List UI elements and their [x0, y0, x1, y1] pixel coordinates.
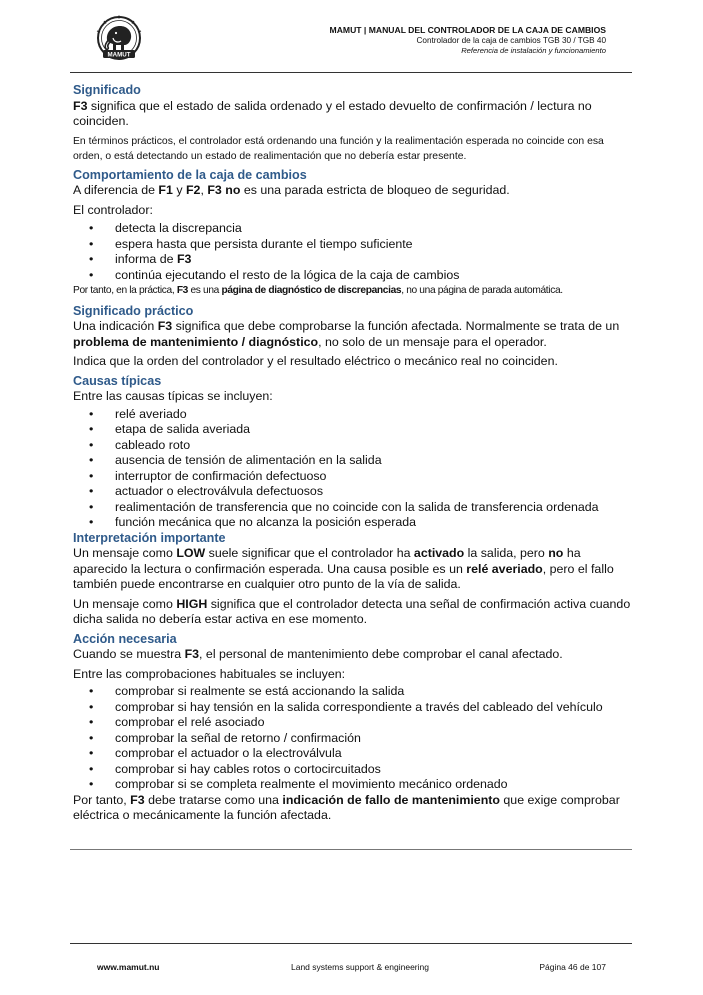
page-header	[330, 25, 606, 55]
list-item: • ausencia de tensión de alimentación en la salida	[73, 453, 633, 469]
header-title: MAMUT | MANUAL DEL CONTROLADOR DE LA CAJA DE CAMBIOS	[329, 25, 606, 35]
bullet-list	[73, 221, 633, 283]
list-item: • realimentación de transferencia que no coincide con la salida de transferencia ordenada	[73, 500, 633, 516]
paragraph: Entre las comprobaciones habituales se incluyen:	[73, 666, 346, 681]
list-item: • comprobar el actuador o la electroválvula	[73, 746, 633, 762]
list-item: • etapa de salida averiada	[73, 422, 633, 438]
paragraph: Por tanto, F3 debe tratarse como una indicación de fallo de mantenimiento que exige comprobar eléctrica o mecánicamente la función afectada.	[73, 792, 620, 822]
paragraph: Una indicación F3 significa que debe comprobarse la función afectada. Normalmente se trata de un problema de mantenimiento / diagnóstico, no solo de un mensaje para el operador.	[73, 319, 620, 349]
mammoth-logo-icon	[94, 14, 144, 64]
bullet-list	[73, 407, 633, 531]
bullet-list	[73, 684, 633, 793]
list-item: • interruptor de confirmación defectuoso	[73, 469, 633, 485]
section-heading-significado-practico: Significado práctico	[73, 303, 194, 318]
paragraph: El controlador:	[73, 202, 153, 217]
paragraph-small: En términos prácticos, el controlador está ordenando una función y la realimentación esperada no coincide con esa orden, o está detectando un estado de realimentación que no debería estar presente.	[73, 135, 604, 162]
content-end-divider	[70, 849, 632, 850]
document-body	[73, 83, 633, 828]
list-item: • comprobar si hay tensión en la salida correspondiente a través del cableado del vehículo	[73, 700, 633, 716]
section-heading-comportamiento: Comportamiento de la caja de cambios	[73, 167, 307, 182]
list-item: • comprobar la señal de retorno / confirmación	[73, 731, 633, 747]
list-item: • relé averiado	[73, 407, 633, 423]
paragraph: F3 significa que el estado de salida ordenado y el estado devuelto de confirmación / lectura no coinciden.	[73, 98, 592, 128]
paragraph: Un mensaje como HIGH significa que el controlador detecta una señal de confirmación activa cuando dicha salida no debería estar activa en ese momento.	[73, 596, 631, 626]
list-item: • actuador o electroválvula defectuosos	[73, 484, 633, 500]
list-item: • comprobar si hay cables rotos o cortocircuitados	[73, 762, 633, 778]
paragraph: Un mensaje como LOW suele significar que el controlador ha activado la salida, pero no ha aparecido la lectura o confirmación esperada. Una causa posible es un relé averiado, pero el fallo también puede encontrarse en cualquier otro punto de la vía de salida.	[73, 546, 614, 591]
list-item: • comprobar si realmente se está accionando la salida	[73, 684, 633, 700]
list-item: • función mecánica que no alcanza la posición esperada	[73, 515, 633, 531]
section-heading-accion: Acción necesaria	[73, 631, 177, 646]
list-item: • espera hasta que persista durante el tiempo suficiente	[73, 237, 633, 253]
list-item: • comprobar si se completa realmente el movimiento mecánico ordenado	[73, 777, 633, 793]
paragraph: Cuando se muestra F3, el personal de mantenimiento debe comprobar el canal afectado.	[73, 647, 563, 661]
paragraph: A diferencia de F1 y F2, F3 no es una parada estricta de bloqueo de seguridad.	[73, 183, 510, 197]
list-item: • informa de F3	[73, 252, 633, 268]
paragraph: Indica que la orden del controlador y el resultado eléctrico o mecánico real no coinciden.	[73, 354, 558, 368]
header-subtitle-2: Referencia de instalación y funcionamiento	[461, 45, 606, 55]
footer-website: www.mamut.nu	[97, 962, 160, 972]
list-item: • cableado roto	[73, 438, 633, 454]
list-item: • detecta la discrepancia	[73, 221, 633, 237]
section-heading-causas: Causas típicas	[73, 373, 162, 388]
section-heading-interpretacion: Interpretación importante	[73, 530, 226, 545]
header-divider	[70, 72, 632, 73]
section-heading-significado: Significado	[73, 83, 141, 97]
list-item: • comprobar el relé asociado	[73, 715, 633, 731]
header-subtitle: Controlador de la caja de cambios TGB 30 / TGB 40	[416, 35, 606, 45]
list-item: • continúa ejecutando el resto de la lógica de la caja de cambios	[73, 268, 633, 284]
logo-text: MAMUT	[107, 51, 131, 59]
paragraph-small: Por tanto, en la práctica, F3 es una página de diagnóstico de discrepancias, no una página de parada automática.	[73, 285, 563, 296]
footer-divider	[70, 943, 632, 944]
footer-tagline: Land systems support & engineering	[291, 962, 429, 972]
footer-page-number: Página 46 de 107	[539, 962, 606, 972]
paragraph: Entre las causas típicas se incluyen:	[73, 389, 273, 403]
